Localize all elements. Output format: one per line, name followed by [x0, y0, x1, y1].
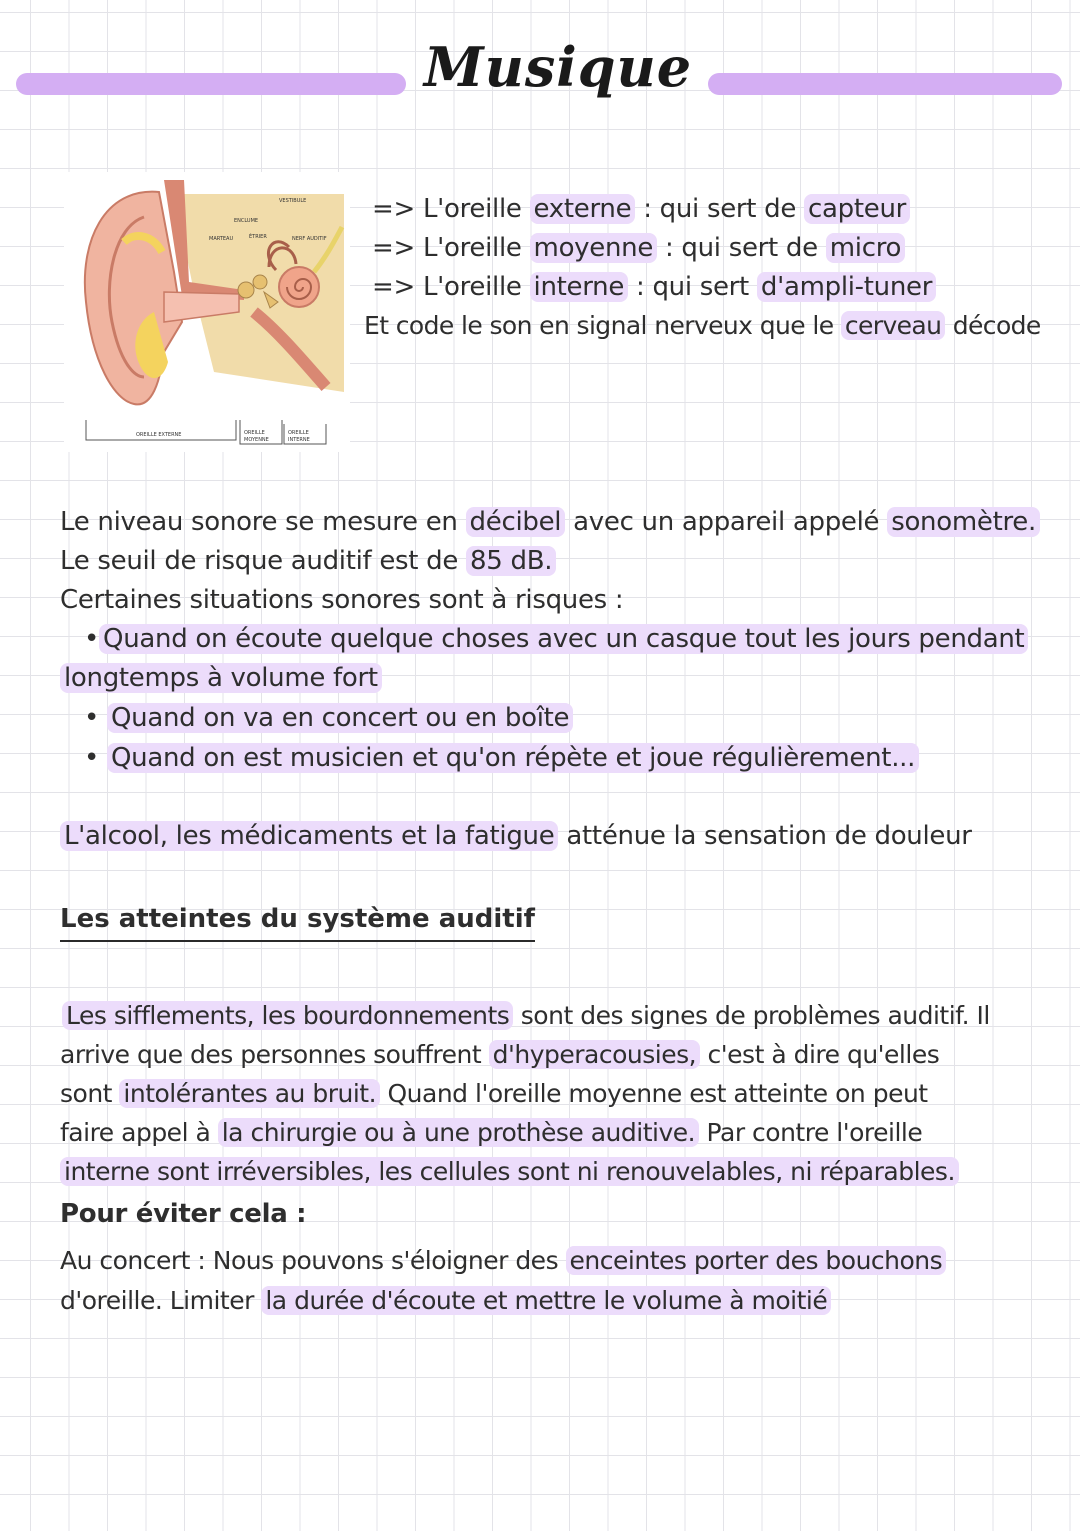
title-decoration-right — [708, 73, 1062, 95]
bullet-icon: • — [84, 624, 100, 654]
concert-line-2: d'oreille. Limiter la durée d'écoute et mettre le volume à moitié — [60, 1282, 831, 1320]
avoid-heading: Pour éviter cela : — [60, 1199, 307, 1229]
bullet-1: • Quand on écoute quelque choses avec un casque tout les jours pendant — [84, 620, 1028, 658]
svg-text:NERF AUDITIF: NERF AUDITIF — [292, 236, 327, 242]
svg-text:MOYENNE: MOYENNE — [244, 437, 269, 443]
svg-text:MARTEAU: MARTEAU — [209, 236, 234, 242]
ear-part-internal: => L'oreille interne : qui sert d'ampli-tuner — [372, 268, 936, 306]
atteintes-line-2: arrive que des personnes souffrent d'hyperacousies, c'est à dire qu'elles — [60, 1040, 940, 1069]
svg-text:OREILLE: OREILLE — [244, 430, 265, 436]
sound-line-2: Le seuil de risque auditif est de 85 dB. — [60, 542, 556, 580]
svg-text:INTERNE: INTERNE — [288, 437, 310, 443]
svg-text:VESTIBULE: VESTIBULE — [279, 198, 307, 204]
svg-text:ENCLUME: ENCLUME — [234, 218, 259, 224]
sound-line-1: Le niveau sonore se mesure en décibel avec un appareil appelé sonomètre. — [60, 503, 1040, 541]
bullet-icon: • — [84, 703, 100, 733]
svg-text:OREILLE: OREILLE — [288, 430, 309, 436]
arrow-icon: => — [372, 272, 415, 302]
title-decoration-left — [16, 73, 406, 95]
atteintes-line-4: faire appel à la chirurgie ou à une prothèse auditive. Par contre l'oreille — [60, 1118, 923, 1147]
arrow-icon: => — [372, 194, 415, 224]
code-line: Et code le son en signal nerveux que le cerveau décode — [364, 311, 1041, 340]
svg-text:ÉTRIER: ÉTRIER — [249, 234, 267, 240]
sound-line-3: Certaines situations sonores sont à risques : — [60, 585, 624, 615]
ear-part-middle: => L'oreille moyenne : qui sert de micro — [372, 229, 905, 267]
arrow-icon: => — [372, 233, 415, 263]
atteintes-line-5: interne sont irréversibles, les cellules sont ni renouvelables, ni réparables. — [60, 1153, 959, 1191]
ear-anatomy-diagram-icon — [64, 172, 350, 452]
alcohol-line: L'alcool, les médicaments et la fatigue atténue la sensation de douleur — [60, 817, 972, 855]
section-heading: Les atteintes du système auditif — [60, 900, 535, 942]
atteintes-line-1: Les sifflements, les bourdonnements sont des signes de problèmes auditif. Il — [62, 997, 990, 1035]
atteintes-line-3: sont intolérantes au bruit. Quand l'oreille moyenne est atteinte on peut — [60, 1079, 928, 1108]
svg-text:OREILLE EXTERNE: OREILLE EXTERNE — [136, 432, 182, 438]
bullet-3: • Quand on est musicien et qu'on répète et joue régulièrement... — [84, 739, 919, 777]
bullet-1-continued: longtemps à volume fort — [60, 659, 382, 697]
ear-part-external: => L'oreille externe : qui sert de capteur — [372, 190, 910, 228]
bullet-2: • Quand on va en concert ou en boîte — [84, 699, 573, 737]
page-title: Musique — [423, 35, 693, 99]
bullet-icon: • — [84, 743, 100, 773]
concert-line-1: Au concert : Nous pouvons s'éloigner des enceintes porter des bouchons — [60, 1242, 946, 1280]
